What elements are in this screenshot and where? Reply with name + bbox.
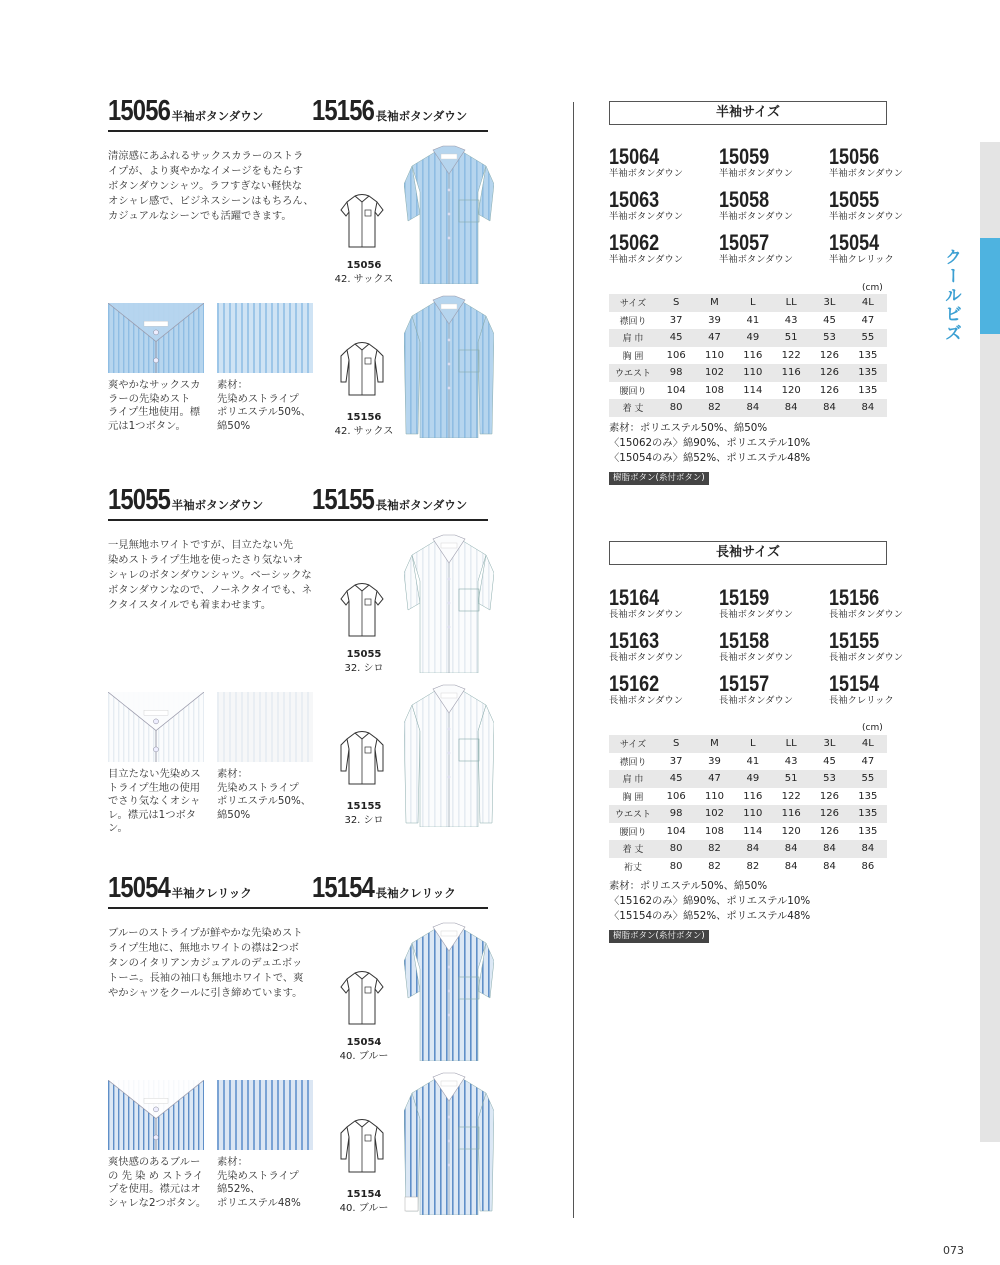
size-row-label: ウエスト [614, 810, 651, 821]
size-cell: 47 [708, 332, 721, 344]
size-cell: 84 [823, 843, 836, 855]
heading-code-1: 15054 [108, 872, 171, 904]
product-entry [719, 673, 829, 706]
flat-sketch-long [339, 729, 385, 787]
product-name: 半袖ボタンダウン [719, 168, 794, 179]
size-row [609, 858, 887, 876]
size-row-label: 肩 巾 [622, 334, 644, 345]
caption-color: 32. シロ [344, 663, 384, 674]
material-line: 〈15154のみ〉綿52%、ポリエステル48% [609, 910, 811, 922]
material-line: 〈15062のみ〉綿90%、ポリエステル10% [609, 437, 811, 449]
size-row [609, 753, 887, 771]
material-line: 綿50% [217, 419, 251, 432]
material-line: 素材： [217, 1156, 248, 1168]
product-name: 半袖ボタンダウン [609, 211, 684, 222]
size-cell: 39 [708, 755, 721, 767]
product-code: 15064 [609, 144, 660, 169]
product-code: 15057 [719, 230, 770, 255]
size-cell: 110 [743, 367, 763, 379]
heading-code-2: 15154 [312, 872, 375, 904]
photo-long-sleeve [404, 294, 494, 442]
photo-short-sleeve [404, 921, 494, 1065]
size-cell: 45 [669, 332, 683, 344]
caption-code: 15056 [346, 260, 382, 271]
product-entry [829, 587, 939, 620]
product-entry [609, 189, 719, 222]
size-cell: 135 [858, 384, 878, 396]
size-cell: 122 [781, 790, 801, 802]
short-size-title: 半袖サイズ [609, 101, 887, 125]
size-cell: 55 [861, 332, 875, 344]
size-cell: 84 [746, 843, 760, 855]
fabric-swatch [217, 1080, 313, 1154]
product-name: 長袖クレリック [829, 695, 894, 706]
description-line: 清涼感にあふれるサックスカラーのストラ [108, 150, 304, 162]
size-cell: 82 [708, 860, 721, 872]
caption-color: 32. シロ [344, 815, 384, 826]
material-line: 〈15162のみ〉綿90%、ポリエステル10% [609, 895, 811, 907]
caption-code: 15054 [346, 1037, 382, 1048]
material-line: ポリエステル50%、 [217, 795, 312, 807]
size-cell: 110 [704, 790, 725, 802]
size-cell: 43 [784, 755, 798, 767]
description-line: シャレのボタンダウンシャツ。ベーシックな [108, 569, 312, 581]
heading-name-1: 半袖ボタンダウン [171, 109, 264, 123]
size-row-label: 肩 巾 [622, 775, 644, 786]
material-line: 先染めストライプ [217, 781, 299, 794]
product-entry [829, 146, 939, 179]
size-cell: 135 [858, 808, 878, 820]
product-code: 15157 [719, 671, 770, 696]
photo-long-sleeve [404, 1071, 494, 1219]
product-code: 15154 [829, 671, 880, 696]
size-cell: 84 [861, 843, 875, 855]
detail-line: 目立たない先染めス [108, 768, 201, 780]
heading-name-1: 半袖クレリック [171, 886, 252, 900]
heading-name-2: 長袖ボタンダウン [375, 498, 468, 512]
size-cell: 122 [781, 349, 801, 361]
material-line: 綿50% [217, 808, 251, 821]
detail-note [108, 768, 214, 836]
description-line: ボタンダウンなので、ノーネクタイでも、ネ [108, 584, 313, 596]
size-cell: 98 [669, 808, 683, 820]
detail-line: 爽やかなサックスカ [108, 379, 201, 391]
caption-long [334, 411, 394, 439]
size-cell: M [710, 738, 719, 750]
heading-name-2: 長袖クレリック [375, 886, 456, 900]
description-line: タンのイタリアンカジュアルのデュエボッ [108, 957, 303, 969]
material-line: ポリエステル50%、 [217, 406, 312, 418]
size-cell: 41 [746, 755, 760, 767]
size-row-label: 着 丈 [622, 404, 644, 415]
heading-name-2: 長袖ボタンダウン [375, 109, 468, 123]
caption-color: 40. ブルー [339, 1203, 389, 1214]
product-code: 15055 [829, 187, 880, 212]
product-entry [829, 232, 939, 265]
caption-code: 15156 [346, 412, 382, 423]
size-cell: 135 [858, 349, 878, 361]
size-cell: 108 [704, 384, 725, 396]
photo-long-sleeve [404, 683, 494, 831]
product-entry [609, 146, 719, 179]
size-row-label: サイズ [619, 299, 647, 310]
size-cell: 102 [704, 367, 725, 379]
heading-code-2: 15155 [312, 484, 375, 516]
size-cell: 126 [819, 349, 840, 361]
detail-line: の 先 染 め ストライ [108, 1169, 204, 1182]
size-header-row [609, 735, 887, 753]
caption-code: 15155 [346, 801, 382, 812]
flat-sketch-short [339, 969, 385, 1027]
caption-color: 42. サックス [334, 274, 394, 285]
size-cell: LL [785, 738, 797, 750]
product-entry [719, 146, 829, 179]
material-note [217, 768, 327, 822]
size-cell: 110 [704, 349, 725, 361]
size-cell: 126 [819, 384, 840, 396]
product-name: 長袖ボタンダウン [829, 652, 904, 663]
size-cell: L [750, 297, 756, 309]
caption-code: 15055 [346, 649, 382, 660]
size-cell: S [672, 297, 680, 309]
product-name: 半袖ボタンダウン [609, 254, 684, 265]
size-header-row [609, 294, 887, 312]
detail-line: レ。襟元は1つボタン。 [108, 808, 197, 834]
column-divider [573, 102, 574, 1218]
product-entry [829, 630, 939, 663]
size-cell: 84 [861, 402, 875, 414]
material-line: 素材： [217, 768, 248, 780]
size-row [609, 770, 887, 788]
description-line: やかシャツをクールに引き締めています。 [108, 987, 303, 999]
size-cell: 49 [746, 773, 760, 785]
size-cell: 37 [669, 755, 683, 767]
product-code: 15156 [829, 585, 880, 610]
material-line: 〈15054のみ〉綿52%、ポリエステル48% [609, 452, 811, 464]
material-line: 先染めストライプ [217, 392, 299, 405]
product-code: 15059 [719, 144, 770, 169]
size-cell: 86 [861, 860, 875, 872]
size-row-label: 襟回り [619, 316, 647, 327]
size-row-label: ウエスト [614, 369, 651, 380]
size-cell: 41 [746, 314, 760, 326]
size-row [609, 823, 887, 841]
caption-color: 42. サックス [334, 426, 394, 437]
size-cell: 45 [669, 773, 683, 785]
long-size-table [609, 735, 887, 875]
description-line: カジュアルなシーンでも活躍できます。 [108, 210, 292, 222]
product-entry [719, 630, 829, 663]
detail-line: 元は1つボタン。 [108, 419, 186, 432]
size-cell: 53 [823, 773, 836, 785]
caption-long [334, 800, 394, 828]
size-row [609, 382, 887, 400]
size-cell: 84 [746, 402, 760, 414]
size-cell: 39 [708, 314, 721, 326]
product-name: 長袖ボタンダウン [719, 652, 794, 663]
size-cell: 80 [669, 843, 683, 855]
product-entry [829, 673, 939, 706]
product-entry [719, 587, 829, 620]
product-entry [609, 587, 719, 620]
size-row-label: サイズ [619, 740, 647, 751]
size-cell: 135 [858, 825, 878, 837]
short-material [609, 421, 810, 466]
description-line: ブルーのストライプが鮮やかな先染めスト [108, 927, 303, 939]
product-code: 15163 [609, 628, 660, 653]
size-row-label: 腰回り [619, 827, 647, 838]
size-row-label: 襟回り [619, 757, 647, 768]
size-cell: 82 [708, 402, 721, 414]
product-name: 長袖ボタンダウン [719, 609, 794, 620]
product-code: 15054 [829, 230, 880, 255]
size-row-label: 胸 囲 [622, 792, 644, 803]
size-cell: 114 [743, 825, 763, 837]
section-description [108, 538, 318, 613]
description-line: ボタンダウンシャツ。ラフすぎない軽快な [108, 180, 303, 192]
heading-code-2: 15156 [312, 95, 375, 127]
size-cell: L [750, 738, 756, 750]
product-entry [609, 630, 719, 663]
material-line: 素材：ポリエステル50%、綿50% [609, 880, 768, 892]
size-cell: 102 [704, 808, 725, 820]
product-code: 15158 [719, 628, 770, 653]
description-line: クタイスタイルでも着まわせます。 [108, 599, 272, 611]
product-entry [609, 673, 719, 706]
size-cell: 80 [669, 860, 683, 872]
description-line: ライプ生地に、無地ホワイトの襟は2つボ [108, 942, 299, 954]
product-code: 15062 [609, 230, 660, 255]
product-entry [829, 189, 939, 222]
product-name: 半袖ボタンダウン [829, 211, 904, 222]
size-cell: 80 [669, 402, 683, 414]
short-size-table [609, 294, 887, 417]
size-cell: 45 [823, 314, 836, 326]
size-cell: 108 [704, 825, 725, 837]
size-cell: 104 [666, 384, 686, 396]
size-cell: 49 [746, 332, 760, 344]
long-button-tag: 樹脂ボタン(糸付ボタン) [609, 930, 709, 943]
detail-line: トライプ生地の使用 [108, 781, 201, 794]
size-cell: 47 [861, 314, 875, 326]
description-line: オシャレ感で、ビジネスシーンはもちろん、 [108, 195, 314, 207]
size-cell: 126 [819, 790, 840, 802]
heading-name-1: 半袖ボタンダウン [171, 498, 264, 512]
section-heading [108, 872, 488, 909]
size-row [609, 329, 887, 347]
heading-code-1: 15055 [108, 484, 171, 516]
size-cell: 135 [858, 367, 878, 379]
material-line: ポリエステル48% [217, 1196, 301, 1209]
fabric-swatch [217, 692, 313, 766]
section-description [108, 926, 318, 1001]
detail-line: シャレな2つボタン。 [108, 1196, 207, 1209]
size-cell: 45 [823, 755, 836, 767]
short-unit: (cm) [862, 283, 883, 293]
section-description [108, 149, 318, 224]
material-line: 素材： [217, 379, 248, 391]
product-name: 半袖ボタンダウン [609, 168, 684, 179]
detail-note [108, 1156, 214, 1210]
size-cell: 98 [669, 367, 683, 379]
size-row-label: 腰回り [619, 386, 647, 397]
size-cell: 53 [823, 332, 836, 344]
product-code: 15155 [829, 628, 880, 653]
size-cell: 116 [781, 808, 801, 820]
detail-line: 爽快感のあるブルー [108, 1156, 201, 1168]
size-cell: M [710, 297, 719, 309]
size-cell: 37 [669, 314, 683, 326]
product-entry [719, 232, 829, 265]
detail-line: でさり気なくオシャ [108, 795, 201, 807]
size-cell: LL [785, 297, 797, 309]
product-name: 半袖ボタンダウン [829, 168, 904, 179]
caption-code: 15154 [346, 1189, 382, 1200]
product-code: 15063 [609, 187, 660, 212]
product-code: 15164 [609, 585, 660, 610]
material-note [217, 1156, 327, 1210]
size-cell: 84 [823, 860, 836, 872]
size-cell: 116 [743, 349, 763, 361]
product-entry [719, 189, 829, 222]
size-cell: 84 [823, 402, 836, 414]
caption-short [334, 1036, 394, 1064]
size-cell: 82 [746, 860, 760, 872]
size-row-label: 胸 囲 [622, 351, 644, 362]
side-index-active [980, 238, 1000, 334]
flat-sketch-long [339, 1117, 385, 1175]
size-cell: 84 [784, 843, 798, 855]
heading-code-1: 15056 [108, 95, 171, 127]
size-cell: 82 [708, 843, 721, 855]
size-cell: 106 [666, 790, 686, 802]
photo-short-sleeve [404, 533, 494, 677]
product-name: 長袖ボタンダウン [609, 695, 684, 706]
material-note [217, 379, 327, 433]
size-cell: 4L [861, 738, 874, 750]
description-line: 一見無地ホワイトですが、目立たない先 [108, 539, 294, 551]
caption-color: 40. ブルー [339, 1051, 389, 1062]
photo-short-sleeve [404, 144, 494, 288]
size-cell: S [672, 738, 680, 750]
size-cell: 3L [823, 738, 836, 750]
product-name: 半袖クレリック [829, 254, 894, 265]
product-code: 15159 [719, 585, 770, 610]
product-name: 半袖ボタンダウン [719, 254, 794, 265]
description-line: 染めストライプ生地を使ったさり気ないオ [108, 554, 304, 566]
material-line: 先染めストライプ [217, 1169, 299, 1182]
long-unit: (cm) [862, 723, 883, 733]
size-row [609, 840, 887, 858]
product-name: 長袖ボタンダウン [719, 695, 794, 706]
product-code: 15056 [829, 144, 880, 169]
section-heading [108, 95, 488, 132]
size-cell: 43 [784, 314, 798, 326]
size-cell: 120 [781, 384, 801, 396]
size-row [609, 399, 887, 417]
size-cell: 126 [819, 825, 840, 837]
flat-sketch-long [339, 340, 385, 398]
product-name: 長袖ボタンダウン [609, 652, 684, 663]
size-cell: 3L [823, 297, 836, 309]
size-cell: 51 [784, 773, 798, 785]
product-name: 半袖ボタンダウン [719, 211, 794, 222]
size-cell: 120 [781, 825, 801, 837]
long-size-title: 長袖サイズ [609, 541, 887, 565]
description-line: トーニ。長袖の袖口も無地ホワイトで、爽 [108, 972, 304, 984]
detail-line: ライプ生地使用。標 [108, 406, 201, 418]
size-cell: 135 [858, 790, 878, 802]
size-cell: 51 [784, 332, 798, 344]
size-cell: 126 [819, 808, 840, 820]
material-line: 綿52%、 [217, 1183, 261, 1195]
size-cell: 114 [743, 384, 763, 396]
page-number: 073 [943, 1244, 964, 1257]
size-row [609, 312, 887, 330]
flat-sketch-short [339, 581, 385, 639]
size-row-label: 裄丈 [623, 862, 642, 873]
product-name: 長袖ボタンダウン [829, 609, 904, 620]
detail-line: ラーの先染めスト [108, 392, 191, 405]
description-line: イプが、より爽やかなイメージをもたらす [108, 165, 304, 177]
detail-line: プを使用。襟元はオ [108, 1183, 201, 1195]
size-row [609, 347, 887, 365]
product-entry [609, 232, 719, 265]
side-index-label: クールビズ [941, 248, 961, 343]
size-cell: 104 [666, 825, 686, 837]
size-cell: 116 [781, 367, 801, 379]
detail-note [108, 379, 214, 433]
product-code: 15058 [719, 187, 770, 212]
long-material [609, 879, 810, 924]
size-cell: 106 [666, 349, 686, 361]
collar-detail-photo [108, 1080, 204, 1154]
caption-short [334, 648, 394, 676]
short-button-tag: 樹脂ボタン(糸付ボタン) [609, 472, 709, 485]
size-cell: 47 [861, 755, 875, 767]
product-code: 15162 [609, 671, 660, 696]
size-cell: 4L [861, 297, 874, 309]
size-cell: 84 [784, 402, 798, 414]
caption-long [334, 1188, 394, 1216]
size-cell: 126 [819, 367, 840, 379]
size-cell: 84 [784, 860, 798, 872]
collar-detail-photo [108, 303, 204, 377]
flat-sketch-short [339, 192, 385, 250]
size-row [609, 788, 887, 806]
size-cell: 116 [743, 790, 763, 802]
size-row [609, 364, 887, 382]
collar-detail-photo [108, 692, 204, 766]
size-cell: 47 [708, 773, 721, 785]
section-heading [108, 484, 488, 521]
product-name: 長袖ボタンダウン [609, 609, 684, 620]
size-row [609, 805, 887, 823]
size-cell: 55 [861, 773, 875, 785]
fabric-swatch [217, 303, 313, 377]
size-row-label: 着 丈 [622, 845, 644, 856]
material-line: 素材：ポリエステル50%、綿50% [609, 422, 768, 434]
caption-short [334, 259, 394, 287]
size-cell: 110 [743, 808, 763, 820]
